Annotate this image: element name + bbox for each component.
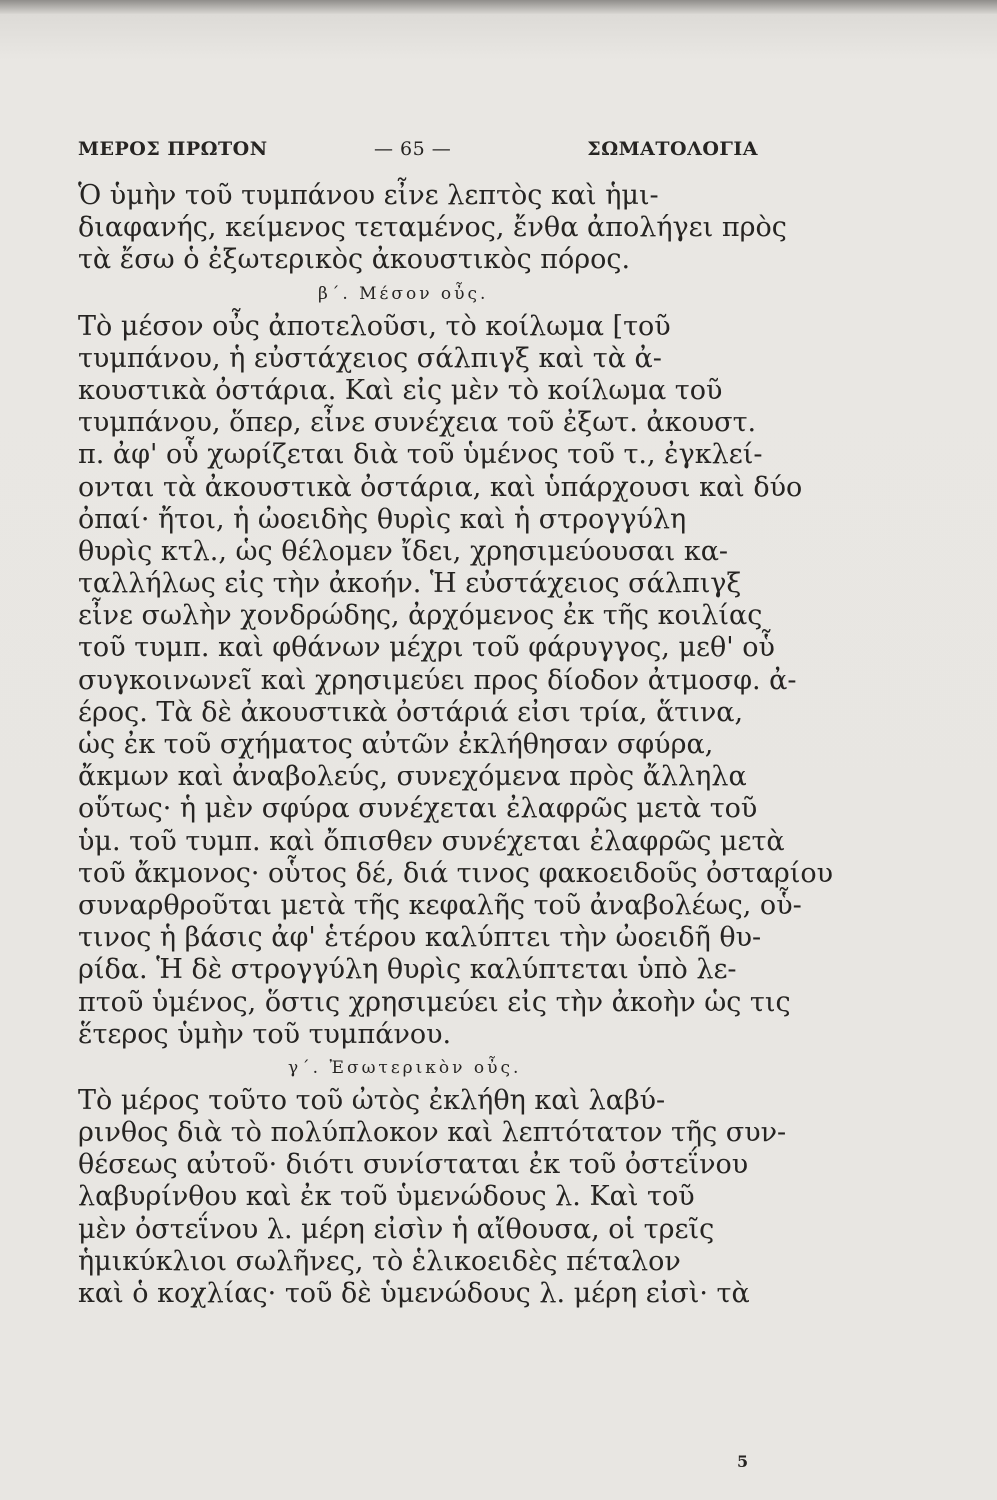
text-line: ονται τὰ ἀκουστικὰ ὀστάρια, καὶ ὑπάρχουσι καὶ δύο [78,471,803,503]
page-number: — 65 — [374,138,452,160]
text-line: θυρὶς κτλ., ὡς θέλομεν ἴδει, χρησιμεύουσαι κα- [78,535,729,567]
text-line: θέσεως αὐτοῦ· διότι συνίσταται ἐκ τοῦ ὀστεΐνου [78,1149,749,1181]
text-line: ἄκμων καὶ ἀναβολεύς, συνεχόμενα πρὸς ἄλληλα [78,761,747,793]
text-line: π. ἀφ' οὗ χωρίζεται διὰ τοῦ ὑμένος τοῦ τ., ἐγκλεί- [78,439,763,471]
text-line: καὶ ὁ κοχλίας· τοῦ δὲ ὑμενώδους λ. μέρη εἰσὶ· τὰ [78,1278,750,1309]
text-line: ὡς ἐκ τοῦ σχήματος αὐτῶν ἐκλήθησαν σφύρα, [78,729,714,760]
signature-mark: 5 [737,1452,749,1471]
text-line: κουστικὰ ὀστάρια. Καὶ εἰς μὲν τὸ κοίλωμα τοῦ [78,374,723,406]
text-line: συναρθροῦται μετὰ τῆς κεφαλῆς τοῦ ἀναβολέως, οὗ- [78,889,802,921]
section-heading: β΄. Μέσον οὖς. [318,283,489,304]
text-line: διαφανής, κείμενος τεταμένος, ἔνθα ἀπολήγει πρὸς [78,212,787,244]
body-text [78,180,834,1310]
text-line: τινος ἡ βάσις ἀφ' ἑτέρου καλύπτει τὴν ὠοειδῆ θυ- [78,922,762,954]
text-line: τὰ ἔσω ὁ ἐξωτερικὸς ἀκουστικὸς πόρος. [78,244,631,276]
text-line: ἡμικύκλιοι σωλῆνες, τὸ ἑλικοειδὲς πέταλον [78,1245,681,1277]
text-line: συγκοινωνεῖ καὶ χρησιμεύει προς δίοδον ἀτμοσφ. ἀ- [78,664,797,696]
text-line: έρος. Τὰ δὲ ἀκουστικὰ ὀστάριά εἰσι τρία, ἅτινα, [78,696,744,728]
text-line: ταλλήλως εἰς τὴν ἀκοήν. Ἡ εὐστάχειος σάλπιγξ [78,568,742,600]
text-line: ἕτερος ὑμὴν τοῦ τυμπάνου. [78,1018,452,1050]
text-line: τοῦ ἄκμονος· οὗτος δέ, διά τινος φακοειδοῦς ὀσταρίου [78,857,834,889]
text-line: εἶνε σωλὴν χονδρώδης, ἀρχόμενος ἐκ τῆς κοιλίας [78,600,763,632]
section-heading: γ΄. Ἐσωτερικὸν οὖς. [288,1057,522,1078]
header-section-title: ΣΩΜΑΤΟΛΟΓΙΑ [587,138,758,160]
text-line: Ὁ ὑμὴν τοῦ τυμπάνου εἶνε λεπτὸς καὶ ἡμι- [78,180,659,211]
text-line: Τὸ μέσον οὖς ἀποτελοῦσι, τὸ κοίλωμα [τοῦ [78,310,671,342]
text-line: τοῦ τυμπ. καὶ φθάνων μέχρι τοῦ φάρυγγος, μεθ' οὗ [78,632,775,664]
text-line: ρινθος διὰ τὸ πολύπλοκον καὶ λεπτότατον τῆς συν- [78,1117,787,1149]
text-line: λαβυρίνθου καὶ ἐκ τοῦ ὑμενώδους λ. Καὶ τοῦ [78,1181,695,1213]
text-line: πτοῦ ὑμένος, ὅστις χρησιμεύει εἰς τὴν ἀκοὴν ὡς τις [78,986,791,1018]
text-line: ὑμ. τοῦ τυμπ. καὶ ὄπισθεν συνέχεται ἐλαφρῶς μετὰ [78,825,785,857]
text-line: ρίδα. Ἡ δὲ στρογγύλη θυρὶς καλύπτεται ὑπὸ λε- [78,954,737,986]
running-header [78,138,758,166]
text-line: τυμπάνου, ὅπερ, εἶνε συνέχεια τοῦ ἐξωτ. ἀκουστ. [78,407,757,439]
text-line: τυμπάνου, ἡ εὐστάχειος σάλπιγξ καὶ τὰ ἀ- [78,342,662,374]
text-line: Τὸ μέρος τοῦτο τοῦ ὠτὸς ἐκλήθη καὶ λαβύ- [78,1084,666,1116]
header-part-title: ΜΕΡΟΣ ΠΡΩΤΟΝ [78,138,268,160]
page-top-edge [0,0,997,14]
text-line: οὕτως· ἡ μὲν σφύρα συνέχεται ἐλαφρῶς μετὰ τοῦ [78,793,758,825]
text-line: μὲν ὀστεΐνου λ. μέρη εἰσὶν ἡ αἴθουσα, οἱ τρεῖς [78,1213,715,1245]
text-line: ὀπαί· ἤτοι, ἡ ὠοειδὴς θυρὶς καὶ ἡ στρογγύλη [78,503,687,535]
